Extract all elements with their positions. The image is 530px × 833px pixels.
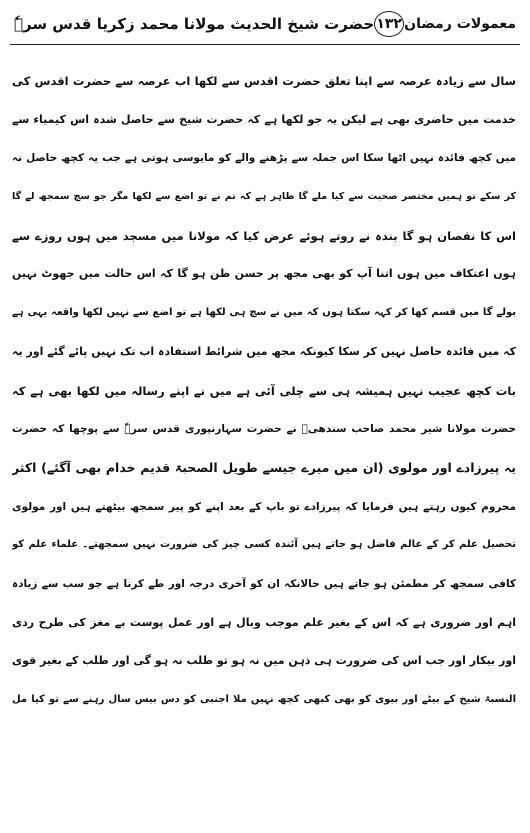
text-line: اہم اور ضروری ہے کہ اس کے بغیر علم موجب وبال ہے اور عمل پوست بے مغز کی طرح ردی [12, 615, 516, 629]
text-line: ہوں اعتکاف میں ہوں اتنا آپ کو بھی مجھ پر حسن ظن ہو گا کہ اس حالت میں جھوٹ نہیں [12, 267, 516, 281]
header-divider [10, 44, 520, 45]
text-line: بات کچھ عجیب نہیں ہمیشہ ہی سے چلی آئی ہے میں نے اپنے رسالہ میں لکھا بھی ہے کہ [12, 383, 516, 398]
text-line: سال سے زیادہ عرصہ سے اپنا تعلق حضرت اقدس سے لکھا اب عرصہ سے حضرت اقدس کی [12, 74, 516, 88]
text-line: یہ پیرزادے اور مولوی (ان میں میرے جیسے طویل الصحبۃ قدیم خدام بھی آگئے) اکثر [12, 459, 516, 475]
running-header [14, 6, 516, 42]
page-number: ۱۳۲ [374, 11, 404, 37]
text-line: کر سکے تو ہمیں مختصر صحبت سے کیا ملے گا ظاہر ہے کہ تم نے تو اضع سے لکھا مگر جو سچ سمجھ لے گا [12, 191, 516, 203]
book-author-title: حضرت شیخ الحدیث مولانا محمد زکریا قدس سرہٗ [14, 15, 375, 33]
text-line: بولے گا میں قسم کھا کر کہہ سکتا ہوں کہ میں نے سچ ہی لکھا ہے تو اضع سے نہیں لکھا واقعہ یہی ہے [12, 307, 516, 319]
text-line: میں کچھ فائدہ نہیں اٹھا سکا اس جملہ سے پڑھنے والے کو مایوسی ہوتی ہے جب یہ کچھ حاصل نہ [12, 152, 516, 165]
text-line: اس کا نقصان ہو گا بندہ نے روتے ہوئے عرض کیا کہ مولانا میں مسجد میں ہوں روزے سے [12, 228, 516, 243]
text-line: النسبۃ شیخ کے بیٹے اور بیوی کو بھی کبھی کچھ نہیں ملا اجنبی کو دس بیس سال رہنے سے تو کیا مل [12, 694, 516, 705]
body-text [12, 62, 516, 720]
text-line: محروم کیوں رہتے ہیں فرمایا کہ پیرزادے تو باپ کے بعد اپنے کو پیر سمجھ بیٹھتے ہیں اور مولوی [12, 500, 516, 513]
text-line: کہ میں فائدہ حاصل نہیں کر سکا کیونکہ مجھ میں شرائط استفادہ اب تک نہیں پائے گئے اور یہ [12, 344, 516, 358]
text-line: کافی سمجھ کر مطمئن ہو جاتے ہیں حالانکہ ان کو آخری درجہ اور طے کرنا ہے جو سب سے زیادہ [12, 577, 516, 590]
text-line: اور بیکار اور جب اس کی ضرورت ہی ذہن میں نہ ہو تو طلب نہ ہو گی اور طلب کے بغیر قوی [12, 654, 516, 668]
text-line: خدمت میں حاضری بھی ہے لیکن یہ جو لکھا ہے کہ حضرت شیخ سے حاصل شدہ اس کیمیاء سے [12, 112, 516, 126]
chapter-title: معمولات رمضان [404, 16, 516, 32]
text-line: حضرت مولانا شیر محمد صاحب سندھیؒ نے حضرت سہارنپوری قدس سرہٗ سے پوچھا کہ حضرت [12, 423, 516, 436]
text-line: تحصیل علم کر کے عالم فاضل ہو جاتے ہیں آئندہ کسی چیز کی ضرورت نہیں سمجھتے۔ علماء علم کو [12, 539, 516, 551]
